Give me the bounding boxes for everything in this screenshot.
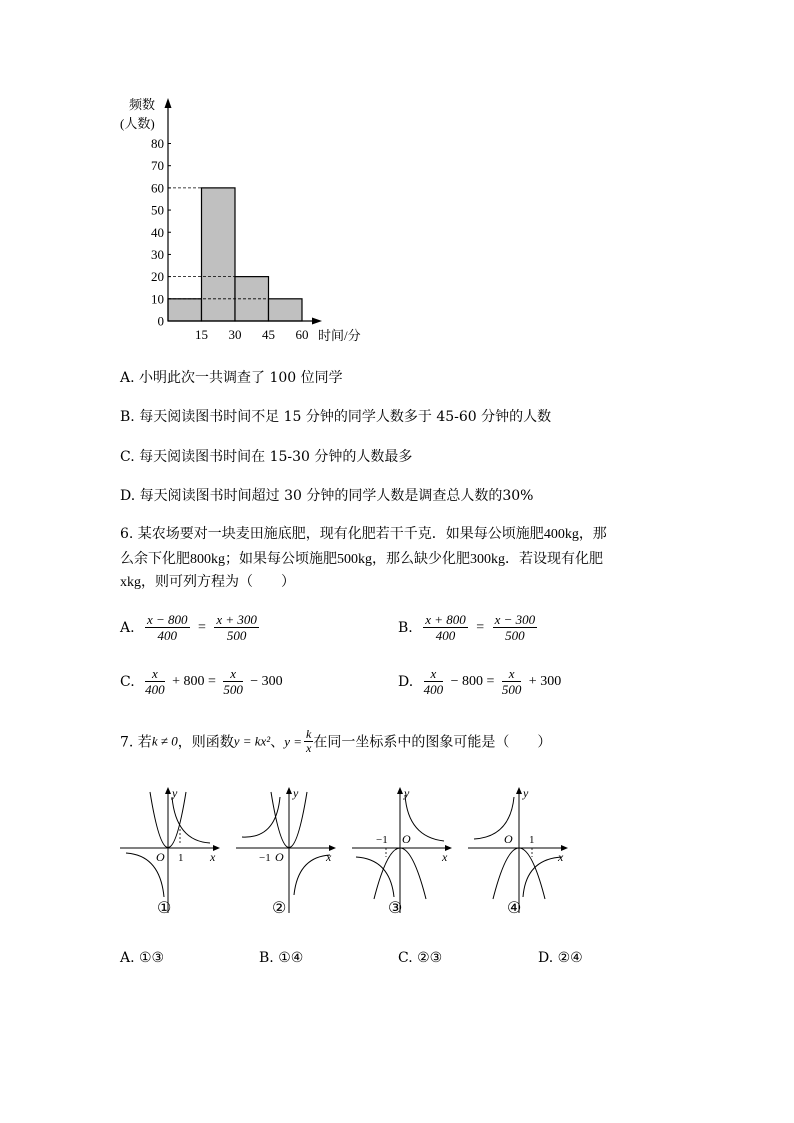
q6-text: ．若设现有化肥: [505, 551, 603, 567]
tick-label: 1: [529, 834, 535, 846]
q7-condition: k ≠ 0: [151, 733, 178, 749]
q5-option-d: D. 每天阅读图书时间超过 30 分钟的同学人数是调查总人数的30%: [120, 488, 534, 504]
tick-label: −1: [376, 834, 388, 846]
q6-text: ，则可列方程为（ ）: [141, 574, 295, 590]
q5-option-b: B. 每天阅读图书时间不足 15 分钟的同学人数多于 45-60 分钟的人数: [120, 409, 552, 425]
graph-number: ①: [157, 900, 172, 917]
q7-graph-2: [234, 785, 338, 919]
graph-number: ③: [388, 900, 403, 917]
operator: + 800 =: [172, 673, 216, 689]
y-axis-arrow: [165, 98, 172, 108]
fraction: $\frac{x}{400}$: [145, 666, 165, 697]
fraction: $\frac{x}{400}$: [423, 666, 444, 697]
origin-label: O: [402, 832, 411, 846]
y-tick-label: 10: [151, 291, 164, 307]
axis-y-label: y: [172, 786, 178, 800]
q7-stem: [120, 728, 551, 755]
q6-option-c: [120, 666, 283, 697]
origin-label: O: [156, 850, 165, 864]
hyperbola-branch: [356, 857, 394, 897]
fraction: $\frac{k}{x}$: [306, 727, 312, 755]
graph-number: ②: [272, 900, 287, 917]
q7-option-b: B. ①④: [259, 950, 304, 966]
hyperbola-branch: [172, 797, 210, 843]
operator: − 800 =: [450, 673, 495, 689]
q7-option-d: D. ②④: [538, 950, 583, 966]
x-tick-label: 60: [295, 327, 309, 342]
x-tick-label: 45: [262, 327, 275, 342]
q6-stem-line2: [120, 549, 603, 570]
q6-variable: xkg: [120, 575, 141, 590]
y-tick-label: 40: [151, 224, 164, 240]
fraction: $\frac{x - 300}{500}$: [494, 612, 536, 643]
y-tick-label: 20: [151, 269, 164, 285]
q6-option-b: [398, 612, 537, 643]
x-tick-label: 15: [195, 327, 208, 342]
q7-text: ，则函数: [177, 734, 234, 751]
origin-label: O: [504, 832, 513, 846]
histogram-bar: [202, 188, 236, 321]
operator: =: [476, 619, 485, 635]
q6-option-a: [120, 612, 259, 643]
q6-text: ；如果每公顷施肥: [225, 551, 337, 567]
hyperbola-branch: [294, 855, 330, 895]
axis-y-label: y: [523, 786, 529, 800]
tick-label: −1: [259, 852, 271, 864]
y-tick-label: 60: [151, 180, 164, 196]
option-label: C.: [120, 673, 135, 690]
axis-x-label: x: [210, 850, 216, 864]
q6-stem-line1: [120, 524, 607, 545]
histogram-chart: [110, 92, 390, 352]
option-label: B.: [398, 619, 413, 636]
q6-text: 6. 某农场要对一块麦田施底肥，现有化肥若干千克．如果每公顷施肥: [120, 526, 544, 542]
q7-function-2-left: y =: [284, 733, 302, 749]
q6-text: ，那: [578, 526, 607, 542]
graph-number: ④: [507, 900, 522, 917]
q6-quantity: 500kg: [337, 552, 372, 567]
q6-option-d: [398, 666, 561, 697]
y-tick-label: 70: [151, 158, 164, 174]
q7-graph-4: [466, 785, 570, 919]
x-axis-arrow: [312, 318, 322, 325]
option-label: D.: [398, 673, 414, 690]
fraction: $\frac{x}{500}$: [223, 666, 243, 697]
histogram-bar: [168, 299, 202, 321]
axis-y-label: y: [293, 786, 299, 800]
option-label: A.: [120, 619, 135, 636]
q7-graph-3: [350, 785, 454, 919]
y-tick-label: 50: [151, 202, 164, 218]
axis-x-label: x: [326, 850, 332, 864]
operator: + 300: [528, 673, 562, 689]
q7-graph-1: [118, 785, 222, 919]
y-axis-label-line2: (人数): [120, 116, 155, 131]
q7-function-1: y = kx²: [233, 733, 271, 749]
q7-option-c: C. ②③: [398, 950, 443, 966]
fraction: $\frac{x - 800}{400}$: [147, 612, 188, 643]
origin-label: O: [275, 850, 284, 864]
operator: − 300: [250, 673, 283, 689]
q6-quantity: 800kg: [190, 552, 225, 567]
axis-y-label: y: [404, 786, 410, 800]
q6-stem-line3: [120, 572, 295, 593]
q7-option-a: A. ①③: [120, 950, 165, 966]
y-tick-label: 0: [157, 313, 164, 329]
q7-text: 、: [270, 734, 285, 751]
fraction: $\frac{x + 300}{500}$: [216, 612, 257, 643]
hyperbola-branch: [242, 797, 280, 837]
q6-text: ，那么缺少化肥: [372, 551, 470, 567]
q6-quantity: 400kg: [543, 527, 579, 542]
operator: =: [198, 619, 206, 635]
q5-option-a: A. 小明此次一共调查了 100 位同学: [120, 370, 343, 386]
q7-text: 在同一坐标系中的图象可能是（ ）: [313, 734, 552, 751]
y-tick-label: 80: [151, 136, 164, 151]
q6-quantity: 300kg: [470, 552, 505, 567]
q5-option-c: C. 每天阅读图书时间在 15-30 分钟的人数最多: [120, 449, 413, 465]
fraction: $\frac{x}{500}$: [501, 666, 522, 697]
x-tick-label: 30: [228, 327, 242, 342]
y-axis-label-line1: 频数: [129, 97, 156, 112]
q6-text: 么余下化肥: [120, 551, 190, 567]
fraction: $\frac{x + 800}{400}$: [425, 612, 466, 643]
x-axis-label: 时间/分: [318, 328, 361, 343]
histogram-bar: [269, 299, 303, 321]
axis-x-label: x: [442, 850, 448, 864]
q7-text: 7. 若: [120, 734, 152, 751]
axis-x-label: x: [558, 850, 564, 864]
tick-label: 1: [178, 852, 184, 864]
hyperbola-branch: [405, 795, 444, 841]
y-tick-label: 30: [151, 246, 164, 262]
